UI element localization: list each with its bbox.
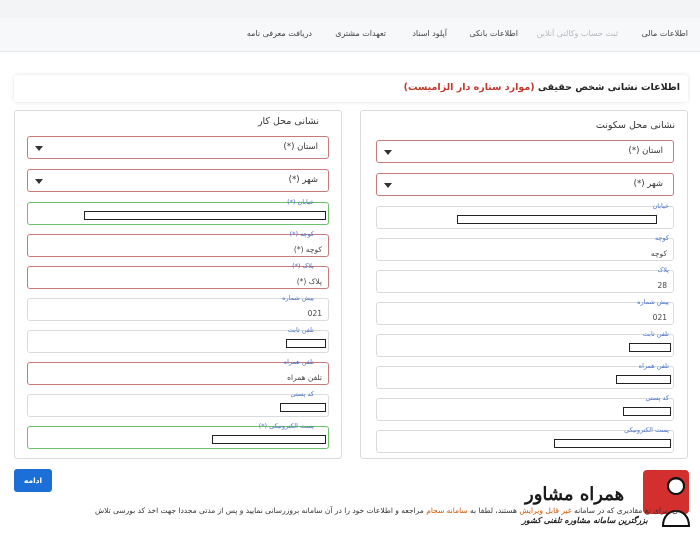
chevron-down-icon <box>384 183 392 188</box>
consultant-figure-icon <box>657 474 695 530</box>
work-street-field[interactable]: خیابان (*) <box>27 202 329 225</box>
watermark-title: همراه مشاور <box>525 484 625 505</box>
section-header <box>14 75 688 102</box>
residence-phone-field[interactable]: تلفن ثابت <box>376 334 674 357</box>
residence-mobile-field[interactable]: تلفن همراه <box>376 366 674 389</box>
work-city-select[interactable]: شهر (*) <box>27 169 329 192</box>
tab-bank-info[interactable]: اطلاعات بانکی <box>469 29 518 38</box>
residence-alley-field[interactable]: کوچه کوچه <box>376 238 674 261</box>
work-plaque-field[interactable]: پلاک (*) پلاک (*) <box>27 266 329 289</box>
work-prefix-field[interactable]: پیش شماره 021 <box>27 298 329 321</box>
tab-upload-documents[interactable]: آپلود اسناد <box>412 29 447 38</box>
work-phone-field[interactable]: تلفن ثابت <box>27 330 329 353</box>
residence-province-select[interactable]: استان (*) <box>376 140 674 163</box>
sejam-link[interactable]: سامانه سجام <box>426 506 468 515</box>
tab-introduction-letter[interactable]: دریافت معرفی نامه <box>246 29 312 38</box>
residence-panel-title: نشانی محل سکونت <box>595 120 675 131</box>
residence-street-field[interactable]: خیابان <box>376 206 674 229</box>
sejam-notice: ی، برای تغ مقادیری که در سامانه غیر قابل ویرایش هستند، لطفا به سامانه سجام مراجعه و اطلاعات خود را در آن سامانه بروزرسانی نمایید و پس از مدتی مجددا جهت اخذ کد بورسی تلاش <box>95 506 678 515</box>
continue-button[interactable]: ادامه <box>14 469 52 492</box>
tab-financial-info[interactable]: اطلاعات مالی <box>641 29 688 38</box>
residence-plaque-field[interactable]: پلاک 28 <box>376 270 674 293</box>
tab-online-proxy-account[interactable]: ثبت حساب وکالتی آنلاین <box>536 29 618 38</box>
chevron-down-icon <box>35 146 43 151</box>
work-email-field[interactable]: پست الکترونیکی (*) <box>27 426 329 449</box>
watermark-subtitle: بزرگترین سامانه مشاوره تلفنی کشور <box>522 516 648 525</box>
residence-postal-field[interactable]: کد پستی <box>376 398 674 421</box>
work-mobile-field[interactable]: تلفن همراه تلفن همراه <box>27 362 329 385</box>
work-address-panel <box>14 110 342 459</box>
residence-city-select[interactable]: شهر (*) <box>376 173 674 196</box>
work-province-select[interactable]: استان (*) <box>27 136 329 159</box>
tab-customer-commitments[interactable]: تعهدات مشتری <box>335 29 386 38</box>
work-panel-title: نشانی محل کار <box>257 116 319 127</box>
step-tabs <box>0 18 700 52</box>
chevron-down-icon <box>35 179 43 184</box>
work-postal-field[interactable]: کد پستی <box>27 394 329 417</box>
residence-prefix-field[interactable]: پیش شماره 021 <box>376 302 674 325</box>
top-strip <box>0 0 700 18</box>
residence-email-field[interactable]: پست الکترونیکی <box>376 430 674 453</box>
section-title: اطلاعات نشانی شخص حقیقی (موارد ستاره دار الزامیست) <box>403 82 680 93</box>
residence-address-panel <box>360 110 688 459</box>
required-note: (موارد ستاره دار الزامیست) <box>403 82 535 93</box>
chevron-down-icon <box>384 150 392 155</box>
work-alley-field[interactable]: کوچه (*) کوچه (*) <box>27 234 329 257</box>
